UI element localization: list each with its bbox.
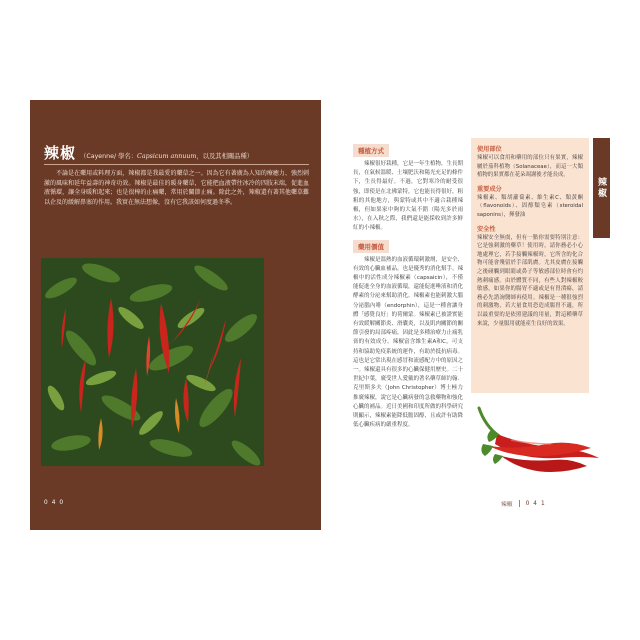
components-heading: 重要成分 bbox=[477, 185, 502, 193]
cultivation-text: 辣椒很好栽種，它是一年生植物，生長期長，在氣候溫暖、土壤肥沃和陽光充足的條件下，生長得最好。不過，它對寒冷的耐受很強，即使是在北佛蒙特，它也能長得很好，粗粗的其他地方，與蒙特或其中不適合栽種辣椒，但如果家中夠的大氣不錯（陽光多於雨水），在入秋之際，我們還是能採收到許多鮮紅的小辣椒。 bbox=[353, 161, 464, 232]
safety-text: 辣椒安全無虞，但有一點你需要特別注意：它是強刺激的藥草！使用時，請你務必小心地處理它，若手接觸辣椒時，它所含的化合物可能會殘留於手部肌膚。尤其皮膚在接觸之後碰觸到眼睛或鼻子等敏感部位時會有灼熱刺痛感。由於體質不同，有些人對辣椒較敏感，如果你的腸胃不適或是有胃潰瘍，請務必先諮詢醫師再使用。辣椒是一種很強烈的刺激物，若大量食用恐造成腸胃不適，所以最重要的是依照建議的用量，對這種藥草來說，少量服用就能產生良好的效果。 bbox=[477, 234, 583, 327]
right-page bbox=[321, 100, 610, 530]
usage-heading: 使用部位 bbox=[477, 146, 502, 153]
herb-subtitle bbox=[80, 151, 253, 160]
herb-title bbox=[44, 142, 309, 163]
chili-photo bbox=[41, 258, 264, 466]
title-divider bbox=[44, 164, 309, 165]
medicinal-text: 辣椒是溫熱的血液循環刺激劑，是安全、有效的心臟血補品，也是優秀的消化幫手。辣椒中的活性成分辣椒素（capsaicin），不僅能促進全身的血液循環，還能促進唾液和消化酵素的分泌來幫助消化。辣椒素也能刺激大腦分泌腦內啡（endorphin），這是一種會讓身體「感覺良好」的荷爾蒙。辣椒素已被證實能有效緩解關節炎、滑囊炎，以及肌肉關節的關節引發的局部疼痛，因此是多種治療力止痛乳膏的有效成分。辣椒富含維生素A和C，可支持和協助免疫系統的運作，有助於抵抗病毒。這也是它常出現在感冒和流感配方中的原因之一。辣椒還具有很多的心臟保健用歷史。二十世紀中葉，廣受世人愛戴的著名藥草師約翰．克里斯多夫（John Christopher）博士極力推廣辣椒，說它是心臟病發的急救藥物和強化心臟的補品。近日美國和印度所做的科學研究則顯示，辣椒素能降低膽固醇，且或許有助降低心臟疾病的嚴重程度。 bbox=[353, 256, 464, 429]
usage-text: 辣椒可以食用和藥用的部位只有果實，辣椒屬於茄科植物（Solanaceae），而這一大類植物的果實都在花朵凋謝後才能長成。 bbox=[477, 155, 583, 179]
subtitle-suffix: ，以及其相關品種） bbox=[196, 153, 254, 160]
intro-paragraph: 不論是在藥用或料理方面，辣椒都是我最愛的藥草之一。因為它有著廣為人知的療癒力、強烈刺激的風味和延年益壽的神奇功效。辣椒是最佳的暖身藥草，它能把血液帶往冰冷的四肢末端，促進血液循環，讓全身暖和起來；也是很棒的止痛藥，常用於關節止痛。除此之外，辣椒還有著其他藥草難以企及的緩解鼻塞的作用。我實在無法想像，沒有它我該如何度過冬季。 bbox=[44, 170, 309, 206]
section-heading-cultivation: 種植方式 bbox=[353, 144, 389, 157]
chili-plant-image bbox=[41, 258, 264, 466]
safety-heading: 安全性 bbox=[477, 225, 496, 233]
left-page bbox=[30, 100, 321, 530]
info-box bbox=[471, 138, 589, 393]
page-number-left: 040 bbox=[44, 500, 68, 506]
folio-divider bbox=[519, 500, 520, 507]
herb-name: 辣椒 bbox=[44, 144, 77, 162]
section-heading-medicinal: 藥用價值 bbox=[353, 240, 389, 253]
folio-label: 辣椒 bbox=[501, 502, 513, 508]
components-text: 辣椒素、類胡蘿蔔素、維生素C、類黃酮（flavonoids）、固醇類皂素（steroidal saponins），揮發油 bbox=[477, 194, 583, 218]
page-number-right: 041 bbox=[525, 500, 549, 507]
main-column bbox=[353, 138, 463, 430]
subtitle-prefix: （Cayenne/ 學名： bbox=[80, 153, 138, 160]
chapter-thumb-tab: 辣椒 bbox=[593, 138, 610, 238]
right-folio bbox=[501, 499, 549, 508]
book-spread bbox=[30, 100, 610, 530]
latin-name: Capsicum annuum bbox=[137, 153, 197, 160]
red-pepper-illustration bbox=[461, 390, 611, 480]
